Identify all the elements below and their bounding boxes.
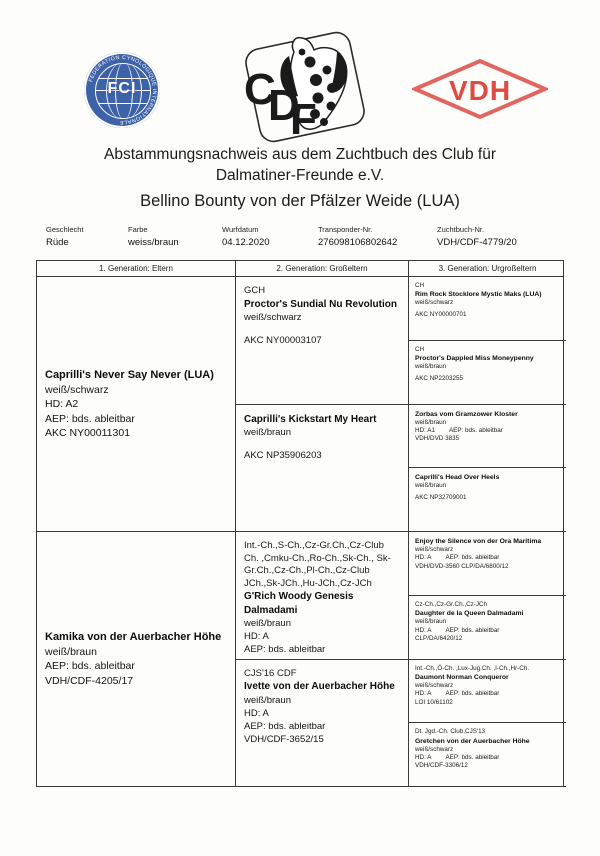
dog-color-text: weiß/braun <box>415 482 447 490</box>
pedigree-body <box>37 277 563 787</box>
dog-registration-text: VDH/CDF-3652/15 <box>244 733 324 745</box>
pedigree-cell-great-grandparent-4 <box>409 468 566 532</box>
dog-registration-text: VDH/DVD-3560 CLP/DA/6800/12 <box>415 562 509 570</box>
dog-color-text: weiß/schwarz <box>415 745 454 753</box>
pedigree-cell-maternal-granddam <box>236 660 408 788</box>
logo-row <box>0 0 600 144</box>
dog-hd-aep-text <box>415 554 560 562</box>
svg-text:FEDERATION CYNOLOGIQUE INTERNA: FEDERATION CYNOLOGIQUE INTERNATIONALE <box>88 54 158 126</box>
dog-name-text: Rim Rock Stocklore Mystic Maks (LUA) <box>415 291 542 299</box>
pedigree-cell-great-grandparent-5 <box>409 532 566 596</box>
dog-hd-text: HD: A <box>244 631 269 642</box>
meta-label: Zuchtbuch-Nr. <box>437 225 485 234</box>
generation1-column <box>37 277 235 787</box>
dog-aep-text: AEP: bds. ableitbar <box>445 690 500 698</box>
dog-titles-text: CJS'16 CDF <box>244 667 297 679</box>
dog-registration-text: CLP/DA/6420/12 <box>415 634 463 642</box>
pedigree-cell-great-grandparent-8 <box>409 723 566 787</box>
dog-color-text: weiß/braun <box>244 694 291 706</box>
meta-field-zuchtbuch <box>437 224 517 250</box>
svg-text:VDH: VDH <box>448 75 512 106</box>
svg-text:F: F <box>290 95 317 144</box>
meta-value: 276098106802642 <box>318 237 398 248</box>
dog-hd-aep-text <box>415 627 560 635</box>
dog-hd-text: HD: A <box>415 754 432 762</box>
dog-name-text: G'Rich Woody Genesis Dalmadami <box>244 591 354 616</box>
dog-hd-text: HD: A1 <box>415 426 435 434</box>
dog-aep-text: AEP: bds. ableitbar <box>445 754 500 762</box>
generation3-column <box>408 277 566 787</box>
meta-value: VDH/CDF-4779/20 <box>437 237 517 248</box>
column-header-generation1: 1. Generation: Eltern <box>99 264 173 273</box>
dog-registration-text: LOI 10/61102 <box>415 698 453 706</box>
dog-name-text: Caprilli's Never Say Never (LUA) <box>45 368 214 381</box>
dog-name-text: Caprilli's Kickstart My Heart <box>244 413 377 425</box>
dog-name-text: Daumont Norman Conqueror <box>415 673 509 681</box>
dog-name-text: Proctor's Sundial Nu Revolution <box>244 298 397 310</box>
document-title-line2: Dalmatiner-Freunde e.V. <box>215 167 385 184</box>
dog-hd-aep-text <box>415 690 560 698</box>
cdf-logo-icon <box>232 26 378 148</box>
pedigree-cell-great-grandparent-2 <box>409 341 566 405</box>
pedigree-cell-great-grandparent-3 <box>409 405 566 469</box>
dog-name-text: Gretchen von der Auerbacher Höhe <box>415 737 530 745</box>
pedigree-cell-great-grandparent-1 <box>409 277 566 341</box>
meta-value: 04.12.2020 <box>222 237 270 248</box>
dog-hd-text: HD: A2 <box>45 398 79 410</box>
dog-registration-text: AKC NY00003107 <box>244 335 322 346</box>
dog-hd-text: HD: A <box>415 626 432 634</box>
pedigree-cell-sire <box>37 277 235 532</box>
dog-registration-text: VDH/DVD 3835 <box>415 435 460 443</box>
dog-hd-text: HD: A <box>415 554 432 562</box>
pedigree-cell-paternal-grandsire <box>236 277 408 405</box>
dog-hd-aep-text <box>415 754 560 762</box>
dog-name-text: Ivette von der Auerbacher Höhe <box>244 681 395 692</box>
dog-registration-text: AKC NP32709001 <box>415 493 467 501</box>
column-header-generation2: 2. Generation: Großeltern <box>235 261 408 276</box>
dog-registration-text: AKC NP2203255 <box>415 374 463 382</box>
dog-registration-text: AKC NY00011301 <box>45 427 131 439</box>
svg-text:D: D <box>268 81 300 130</box>
pedigree-cell-maternal-grandsire <box>236 532 408 660</box>
dog-titles-text: CH <box>415 282 425 289</box>
dog-name-text: Enjoy the Silence von der Ora Maritima <box>415 538 542 545</box>
dog-titles-text: Int.-Ch.,S-Ch.,Cz-Gr.Ch.,Cz-Club Ch. ,Cmku-Ch.,Ro-Ch.,Sk-Ch., Sk-Gr.Ch.,Cz-Ch.,Pl-Ch.,Cz-Club JCh.,Sk-JCh.,Hu-JCh.,Cz-JCh <box>244 540 391 589</box>
dog-titles-text: GCH <box>244 285 266 296</box>
generation2-column <box>235 277 408 787</box>
dog-aep-text: AEP: bds. ableitbar <box>45 660 135 673</box>
pedigree-cell-great-grandparent-6 <box>409 596 566 660</box>
dog-color-text: weiß/schwarz <box>415 299 454 307</box>
dog-color-text: weiß/braun <box>45 645 97 658</box>
fci-logo-text: FCI <box>107 80 137 97</box>
dog-color-text: weiß/braun <box>415 618 447 626</box>
dog-name-text: Zorbas vom Gramzower Kloster <box>415 410 518 418</box>
dog-color-text: weiß/braun <box>244 427 291 438</box>
title-block <box>0 144 600 213</box>
document-title-line1: Abstammungsnachweis aus dem Zuchtbuch des Club für <box>103 146 496 163</box>
dog-color-text: weiß/braun <box>244 618 291 629</box>
dog-color-text: weiß/schwarz <box>45 383 109 396</box>
pedigree-cell-great-grandparent-7 <box>409 660 566 724</box>
dog-titles-text: Cz-Ch.,Cz-Gr.Ch.,Cz-JCh <box>415 600 488 608</box>
pedigree-table <box>36 260 564 787</box>
fci-logo-icon <box>84 52 160 128</box>
dog-aep-text: AEP: bds. ableitbar <box>244 644 326 655</box>
meta-field-farbe <box>128 224 179 250</box>
dog-aep-text: AEP: bds. ableitbar <box>445 554 500 562</box>
dog-name-text: Proctor's Dappled Miss Moneypenny <box>415 355 534 363</box>
dog-aep-text: AEP: bds. ableitbar <box>244 720 326 732</box>
dog-color-text: weiß/braun <box>415 363 447 371</box>
meta-label: Geschlecht <box>46 225 84 234</box>
dog-registration-text: AKC NP35906203 <box>244 450 322 461</box>
meta-label: Transponder-Nr. <box>318 225 373 234</box>
meta-field-transponder <box>318 224 397 250</box>
dog-titles-text: CH <box>415 345 425 353</box>
meta-value: Rüde <box>46 237 69 248</box>
meta-label: Farbe <box>128 225 148 234</box>
pedigree-cell-paternal-granddam <box>236 405 408 533</box>
dog-name: Bellino Bounty von der Pfälzer Weide (LUA) <box>140 192 460 210</box>
dog-color-text: weiß/braun <box>415 418 447 426</box>
dog-registration-text: AKC NY00000701 <box>415 310 467 318</box>
dog-hd-text: HD: A <box>415 690 432 698</box>
pedigree-cell-dam <box>37 532 235 787</box>
column-header-generation3: 3. Generation: Urgroßeltern <box>408 261 566 276</box>
dog-titles-text: Int.-Ch.,Ö-Ch. ,Lux-Jug.Ch. ,I-Ch.,Hr-Ch. <box>415 664 530 672</box>
meta-field-geschlecht <box>46 224 84 250</box>
pedigree-header-row <box>37 261 563 277</box>
dog-hd-aep-text <box>415 427 560 435</box>
dog-name-text: Caprilli's Head Over Heels <box>415 474 500 482</box>
dog-aep-text: AEP: bds. ableitbar <box>448 426 503 434</box>
meta-field-wurfdatum <box>222 224 270 250</box>
dog-aep-text: AEP: bds. ableitbar <box>45 412 135 425</box>
meta-value: weiss/braun <box>128 237 179 248</box>
vdh-logo-icon <box>412 58 548 120</box>
dog-hd-text: HD: A <box>244 707 269 719</box>
dog-name-text: Daughter de la Queen Dalmadami <box>415 610 524 618</box>
meta-row <box>0 224 600 254</box>
svg-text:C: C <box>244 65 276 114</box>
meta-label: Wurfdatum <box>222 225 259 234</box>
dog-name-text: Kamika von der Auerbacher Höhe <box>45 630 222 643</box>
dog-aep-text: AEP: bds. ableitbar <box>445 626 500 634</box>
dog-color-text: weiß/schwarz <box>244 312 302 323</box>
dog-titles-text: Dt. Jgd.-Ch. Club,CJS'13 <box>415 728 486 736</box>
dog-color-text: weiß/schwarz <box>415 546 454 553</box>
dog-color-text: weiß/schwarz <box>415 681 454 689</box>
dog-registration-text: VDH/CDF-3306/12 <box>415 762 468 770</box>
dog-registration-text: VDH/CDF-4205/17 <box>45 674 134 687</box>
